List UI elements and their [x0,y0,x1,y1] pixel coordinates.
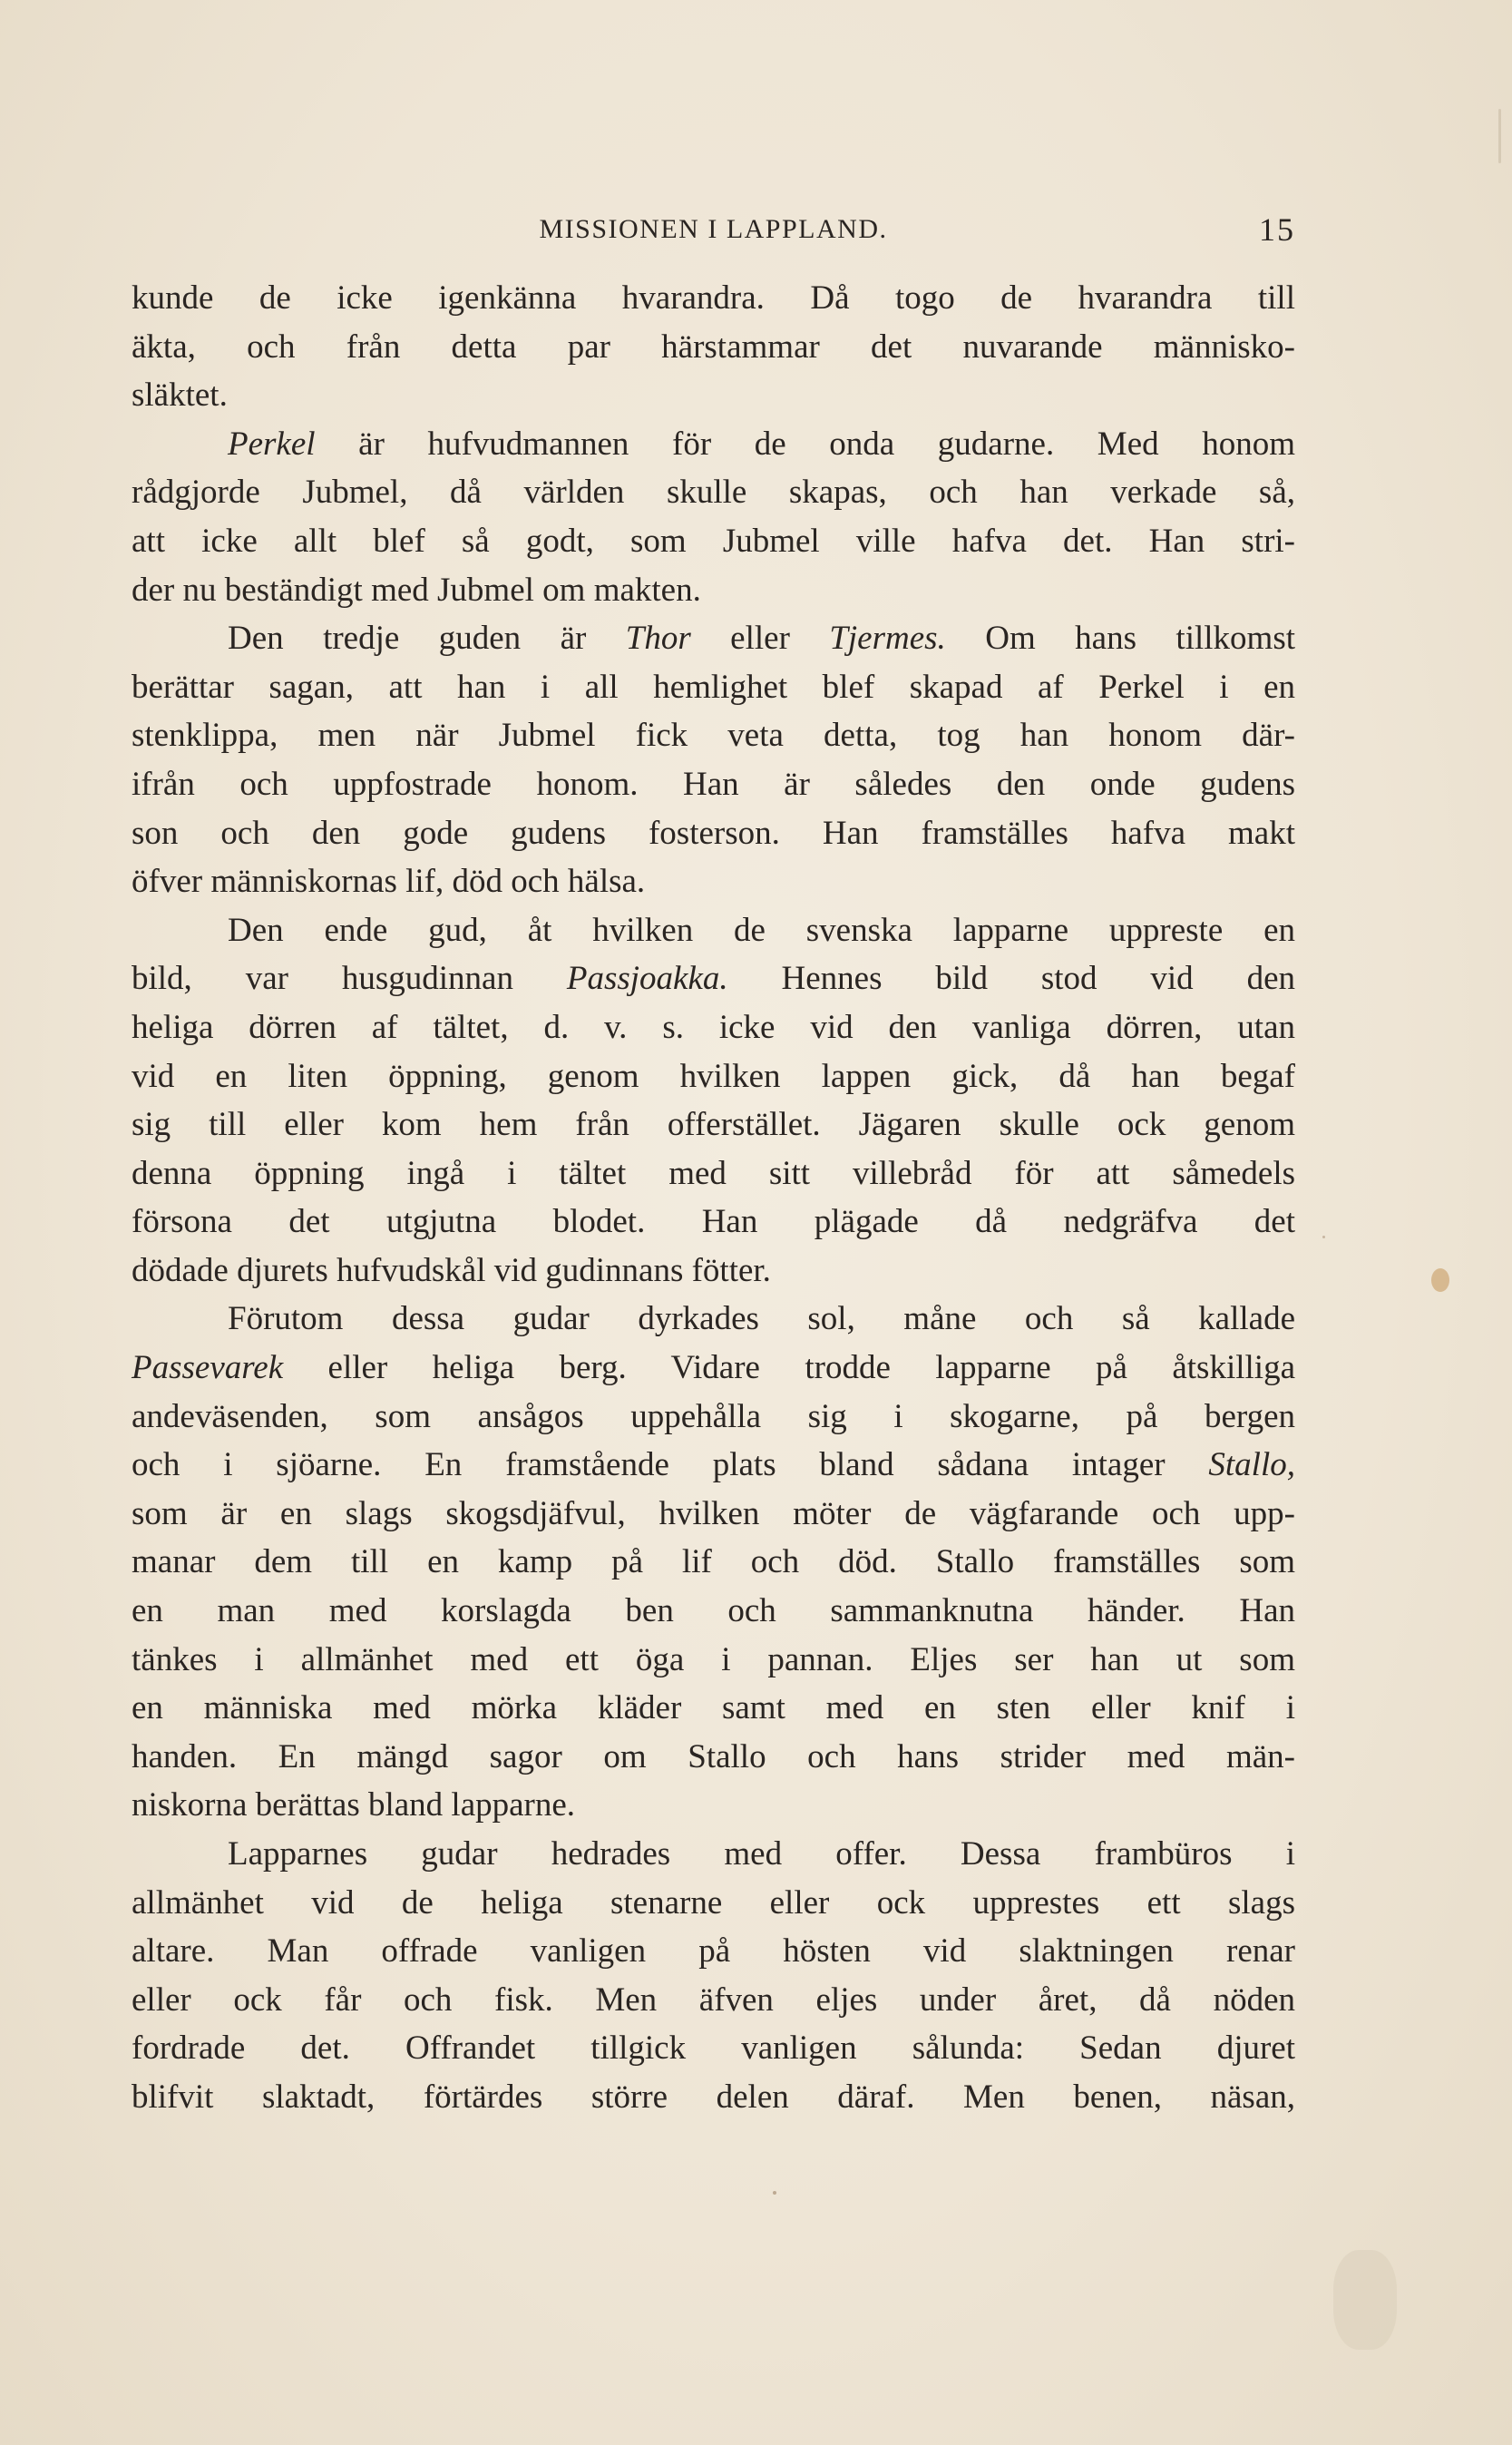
text-run: der nu beständigt med Jubmel om makten. [132,571,701,609]
text-run: Hennes bild stod vid den [727,960,1296,998]
text-run: fordrade det. Offrandet tillgick vanligen sålunda: Sedan djuret [132,2029,1295,2068]
text-line [132,1781,1295,1830]
text-run: öfver människornas lif, död och hälsa. [132,863,646,901]
text-line [132,2073,1295,2122]
running-head: MISSIONEN I LAPPLAND. [539,214,888,244]
italic-term: Stallo, [1208,1446,1295,1484]
text-run: altare. Man offrade vanligen på hösten vid slaktningen renar [132,1932,1295,1971]
paper-stain [1431,1268,1449,1292]
text-line [132,2024,1295,2073]
text-line [132,371,1295,420]
text-line [132,1587,1295,1636]
text-line [132,1052,1295,1101]
paper-speck [1322,1236,1325,1238]
text-line [132,1003,1295,1052]
text-line [132,906,1295,955]
text-run: dödade djurets hufvudskål vid gudinnans fötter. [132,1251,771,1289]
text-run: som är en slags skogsdjäfvul, hvilken möter de vägfarande och upp- [132,1494,1295,1532]
text-run: och i sjöarne. En framstående plats bland sådana intager [132,1446,1209,1484]
italic-term: Thor [625,620,691,658]
text-line [132,1538,1295,1587]
text-run: Om hans tillkomst [945,620,1295,658]
text-run: andeväsenden, som ansågos uppehålla sig i skogarne, på bergen [132,1397,1295,1435]
text-run: eller [690,620,830,658]
text-line [132,1441,1295,1490]
text-line [132,1684,1295,1733]
text-run: son och den gode gudens fosterson. Han framställes hafva makt [132,814,1295,852]
text-line [132,1976,1295,2025]
text-run: försona det utgjutna blodet. Han plägade då nedgräfva det [132,1203,1295,1241]
text-run: Lapparnes gudar hedrades med offer. Dessa frambüros i [228,1835,1295,1873]
text-run: att icke allt blef så godt, som Jubmel ville hafva det. Han stri- [132,522,1295,560]
text-run: niskorna berättas bland lapparne. [132,1786,576,1824]
text-line [132,1636,1295,1685]
text-line [132,1100,1295,1149]
text-run: en man med korslagda ben och sammanknutna händer. Han [132,1592,1295,1630]
text-run: handen. En mängd sagor om Stallo och hans strider med män- [132,1737,1295,1775]
text-run: denna öppning ingå i tältet med sitt villebråd för att såmedels [132,1154,1295,1192]
text-line [132,614,1295,663]
text-run: allmänhet vid de heliga stenarne eller ock upprestes ett slags [132,1883,1295,1922]
paper-speck [773,2191,776,2195]
text-line [132,1198,1295,1247]
text-line [132,663,1295,712]
italic-term: Passevarek [132,1349,284,1387]
italic-term: Passjoakka. [566,960,728,998]
text-line [132,809,1295,858]
italic-term: Perkel [228,425,316,463]
paper-speck [1498,109,1501,163]
text-line [132,323,1295,372]
text-line [132,1830,1295,1879]
text-line [132,1927,1295,1976]
text-run: en människa med mörka kläder samt med en sten eller knif i [132,1689,1295,1727]
text-line [132,1295,1295,1344]
text-line [132,1344,1295,1393]
text-run: Förutom dessa gudar dyrkades sol, måne och så kallade [228,1300,1295,1338]
text-line [132,1490,1295,1539]
text-run: eller heliga berg. Vidare trodde lapparne på åtskilliga [283,1349,1295,1387]
text-run: släktet. [132,377,228,415]
text-run: Den tredje guden är [228,620,626,658]
text-line [132,1393,1295,1442]
body-text [132,274,1295,2122]
text-run: rådgjorde Jubmel, då världen skulle skapas, och han verkade så, [132,474,1295,512]
text-run: sig till eller kom hem från offerstället. Jägaren skulle ock genom [132,1106,1295,1144]
text-line [132,954,1295,1003]
text-line [132,857,1295,906]
text-line [132,420,1295,469]
text-run: Den ende gud, åt hvilken de svenska lapparne uppreste en [228,911,1295,949]
text-run: heliga dörren af tältet, d. v. s. icke vid den vanliga dörren, utan [132,1008,1295,1046]
text-run: blifvit slaktadt, förtärdes större delen däraf. Men benen, näsan, [132,2078,1295,2116]
text-line [132,760,1295,809]
text-line [132,1149,1295,1198]
text-line [132,1733,1295,1782]
text-run: manar dem till en kamp på lif och död. Stallo framställes som [132,1543,1295,1581]
text-run: är hufvudmannen för de onda gudarne. Med honom [315,425,1295,463]
text-line [132,1247,1295,1296]
page-header [132,207,1295,252]
text-run: kunde de icke igenkänna hvarandra. Då togo de hvarandra till [132,279,1295,317]
text-run: äkta, och från detta par härstammar det nuvarande människo- [132,328,1295,366]
text-run: tänkes i allmänhet med ett öga i pannan. Eljes ser han ut som [132,1640,1295,1678]
text-line [132,1879,1295,1928]
paper-speck [1333,2250,1397,2350]
text-run: stenklippa, men när Jubmel fick veta detta, tog han honom där- [132,717,1295,755]
text-run: eller ock får och fisk. Men äfven eljes under året, då nöden [132,1980,1295,2019]
text-line [132,711,1295,760]
text-run: vid en liten öppning, genom hvilken lappen gick, då han begaf [132,1057,1295,1095]
text-line [132,566,1295,615]
text-line [132,468,1295,517]
page-number: 15 [1259,211,1295,248]
text-run: bild, var husgudinnan [132,960,567,998]
text-run: ifrån och uppfostrade honom. Han är således den onde gudens [132,765,1295,803]
text-run: berättar sagan, att han i all hemlighet blef skapad af Perkel i en [132,668,1295,706]
text-line [132,517,1295,566]
text-line [132,274,1295,323]
italic-term: Tjermes. [829,620,946,658]
